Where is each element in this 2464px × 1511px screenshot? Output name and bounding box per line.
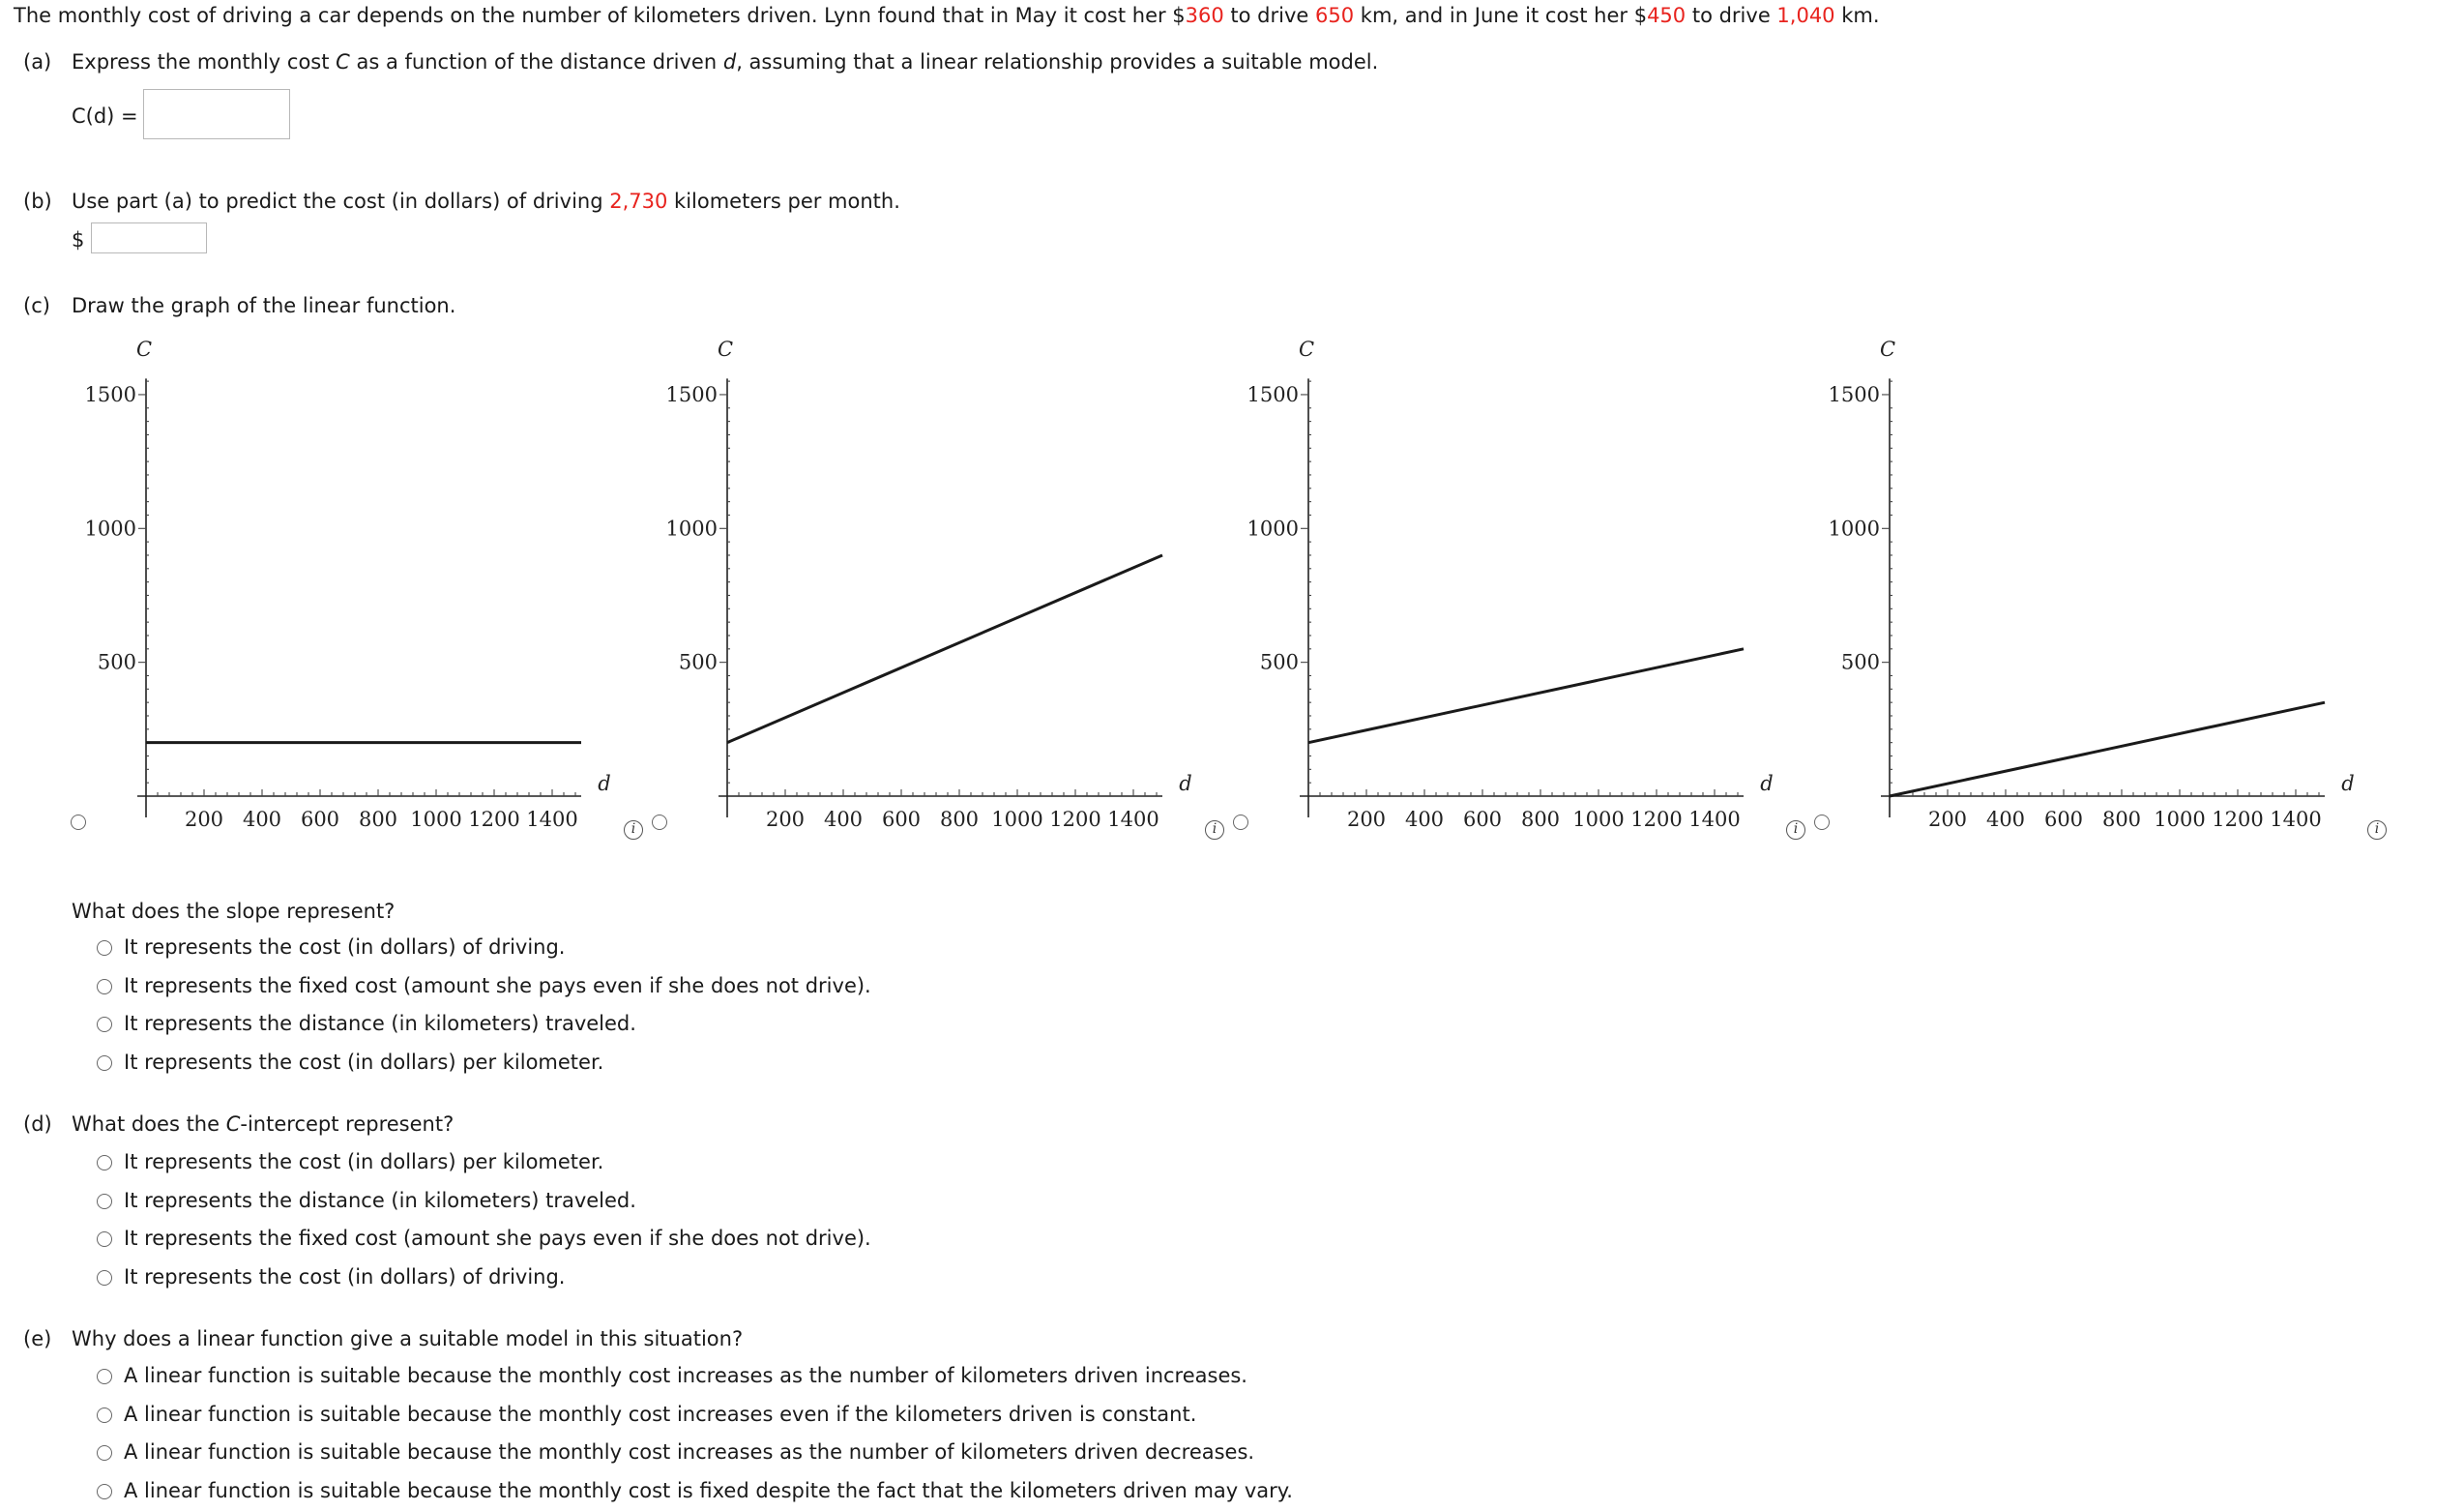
intercept-option-label[interactable]: It represents the distance (in kilometers) traveled. [124,1188,636,1212]
y-tick-label: 1000 [84,517,136,541]
intro-text: km, and in June it cost her $ [1354,4,1648,27]
y-tick-label: 1500 [1828,382,1880,406]
intro-text: to drive [1686,4,1777,27]
x-tick-label: 200 [1346,808,1387,831]
slope-radio-2[interactable] [97,979,112,994]
graph-radio-3[interactable] [1233,815,1248,830]
graph-line [1890,702,2325,796]
graph-choice-4[interactable] [1744,329,2355,871]
graph-radio-4[interactable] [1814,815,1830,830]
x-tick-label: 200 [184,808,224,831]
y-axis-label: C [1879,337,1896,361]
x-tick-label: 400 [1985,808,2026,831]
y-tick-label: 500 [1259,650,1299,674]
intro-text: The monthly cost of driving a car depends on the number of kilometers driven. Lynn found that in May it cost her $ [14,4,1186,27]
part-c-text: Draw the graph of the linear function. [72,294,456,317]
suitability-radio-4[interactable] [97,1484,112,1499]
graph-radio-2[interactable] [652,815,667,830]
part-e-text: Why does a linear function give a suitable model in this situation? [72,1327,744,1350]
graph-choice-3[interactable] [1162,329,1774,871]
y-axis-label: C [717,337,734,361]
x-tick-label: 1000 [2154,808,2206,831]
info-icon[interactable]: i [1205,820,1224,840]
y-tick-label: 1000 [1247,517,1299,541]
x-tick-label: 1200 [468,808,520,831]
y-axis-label: C [1298,337,1315,361]
info-icon[interactable]: i [2367,820,2387,840]
given-value: 650 [1315,4,1355,27]
part-b-letter: (b) [23,190,52,213]
slope-option-label[interactable]: It represents the fixed cost (amount she pays even if she does not drive). [124,973,871,997]
slope-option-label[interactable]: It represents the cost (in dollars) of driving. [124,935,566,959]
x-tick-label: 600 [1462,808,1503,831]
graph-choice-2[interactable] [581,329,1192,871]
x-tick-label: 1400 [2270,808,2322,831]
intercept-option-label[interactable]: It represents the cost (in dollars) per kilometer. [124,1150,604,1173]
x-tick-label: 800 [358,808,398,831]
graph-line [727,555,1162,743]
slope-radio-4[interactable] [97,1055,112,1071]
part-d-text: What does the C-intercept represent? [72,1112,455,1136]
x-tick-label: 600 [300,808,340,831]
suitability-radio-2[interactable] [97,1407,112,1423]
graph-choice-1[interactable] [0,329,611,871]
intercept-option-label[interactable]: It represents the fixed cost (amount she pays even if she does not drive). [124,1227,871,1250]
x-tick-label: 1200 [1630,808,1683,831]
y-axis-label: C [135,337,153,361]
y-tick-label: 1000 [665,517,718,541]
predicted-cost-input[interactable] [91,222,207,253]
intercept-radio-1[interactable] [97,1155,112,1170]
x-tick-label: 400 [823,808,864,831]
part-b-text-after: kilometers per month. [667,190,900,213]
graph-line [1308,649,1744,743]
x-tick-label: 1200 [1049,808,1101,831]
x-tick-label: 800 [939,808,980,831]
x-tick-label: 1400 [1107,808,1159,831]
y-tick-label: 1500 [665,382,718,406]
intro-text: km. [1834,4,1880,27]
suitability-option-label[interactable]: A linear function is suitable because the monthly cost is fixed despite the fact that the kilometers driven may vary. [124,1478,1293,1502]
given-value: 450 [1647,4,1687,27]
info-icon[interactable]: i [624,820,643,840]
y-tick-label: 1500 [1247,382,1299,406]
x-axis-label: d [1179,772,1192,795]
x-tick-label: 1400 [1688,808,1741,831]
x-tick-label: 1000 [410,808,462,831]
x-tick-label: 1000 [1572,808,1625,831]
x-tick-label: 400 [242,808,282,831]
x-tick-label: 600 [881,808,922,831]
part-b-text [72,190,900,213]
slope-option-label[interactable]: It represents the distance (in kilometers) traveled. [124,1012,636,1035]
suitability-option-label[interactable]: A linear function is suitable because the monthly cost increases even if the kilometers driven is constant. [124,1402,1197,1426]
x-tick-label: 800 [1520,808,1561,831]
given-value: 360 [1185,4,1224,27]
x-tick-label: 1000 [991,808,1043,831]
given-value: 1,040 [1776,4,1835,27]
part-d-letter: (d) [23,1112,52,1136]
problem-intro [14,4,1880,27]
intercept-radio-2[interactable] [97,1194,112,1209]
x-tick-label: 1400 [526,808,578,831]
suitability-radio-3[interactable] [97,1445,112,1461]
part-a-text: Express the monthly cost C as a function of the distance driven d, assuming that a linear relationship provides a suitable model. [72,50,1379,74]
intercept-radio-3[interactable] [97,1231,112,1247]
suitability-option-label[interactable]: A linear function is suitable because the monthly cost increases as the number of kilometers driven increases. [124,1364,1247,1387]
suitability-radio-1[interactable] [97,1369,112,1384]
y-tick-label: 500 [678,650,718,674]
part-b-distance: 2,730 [609,190,668,213]
y-tick-label: 500 [97,650,136,674]
part-a-input-label: C(d) = [72,104,138,128]
part-a-letter: (a) [23,50,52,74]
y-tick-label: 1000 [1828,517,1880,541]
slope-radio-3[interactable] [97,1017,112,1032]
intro-text: to drive [1223,4,1316,27]
x-tick-label: 200 [1927,808,1968,831]
x-axis-label: d [1760,772,1774,795]
info-icon[interactable]: i [1786,820,1805,840]
y-tick-label: 500 [1840,650,1880,674]
part-b-text-before: Use part (a) to predict the cost (in dollars) of driving [72,190,610,213]
part-c-letter: (c) [23,294,50,317]
x-tick-label: 1200 [2212,808,2264,831]
intercept-option-label[interactable]: It represents the cost (in dollars) of driving. [124,1264,566,1289]
x-tick-label: 400 [1404,808,1445,831]
x-axis-label: d [2341,772,2355,795]
graph-radio-1[interactable] [71,815,86,830]
x-tick-label: 600 [2043,808,2084,831]
x-tick-label: 200 [765,808,806,831]
slope-radio-1[interactable] [97,940,112,956]
slope-option-label[interactable]: It represents the cost (in dollars) per kilometer. [124,1050,604,1074]
dollar-sign: $ [72,228,85,252]
x-tick-label: 800 [2101,808,2142,831]
intercept-radio-4[interactable] [97,1270,112,1286]
slope-question: What does the slope represent? [72,900,396,923]
part-e-letter: (e) [23,1327,52,1350]
suitability-option-label[interactable]: A linear function is suitable because the monthly cost increases as the number of kilometers driven decreases. [124,1440,1255,1464]
x-axis-label: d [598,772,611,795]
y-tick-label: 1500 [84,382,136,406]
cost-function-input[interactable] [143,89,290,139]
